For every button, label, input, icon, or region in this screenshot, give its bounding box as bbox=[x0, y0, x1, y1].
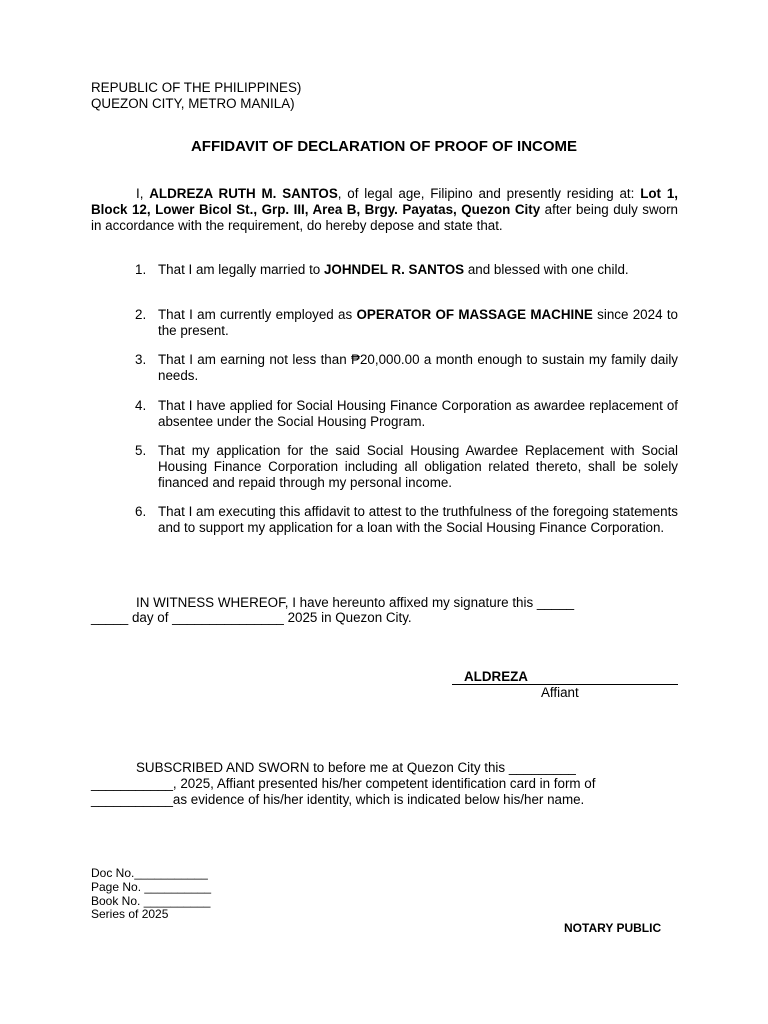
intro-text-1: I, bbox=[136, 186, 150, 201]
item-text bbox=[158, 262, 678, 278]
intro-text-2: , of legal age, Filipino and presently residing at: bbox=[337, 186, 641, 201]
item-text bbox=[158, 307, 678, 339]
subscribed-line-3: ___________as evidence of his/her identity, which is indicated below his/her name. bbox=[91, 792, 585, 807]
item-number: 6. bbox=[135, 504, 147, 519]
subscribed-line-2: ___________, 2025, Affiant presented his/her competent identification card in form of bbox=[91, 776, 596, 791]
doc-no: Doc No.___________ bbox=[91, 866, 208, 880]
affiant-name: ALDREZA RUTH M. SANTOS bbox=[149, 186, 338, 201]
header-line-1: REPUBLIC OF THE PHILIPPINES) bbox=[91, 80, 302, 95]
item-text-c: since 2024 to the present. bbox=[158, 307, 678, 338]
witness-line-2: _____ day of _______________ 2025 in Quezon City. bbox=[91, 610, 412, 625]
witness-line-1: IN WITNESS WHEREOF, I have hereunto affixed my signature this _____ bbox=[136, 595, 575, 610]
item-text bbox=[158, 443, 678, 491]
page-no: Page No. __________ bbox=[91, 880, 212, 894]
subscribed-line-1: SUBSCRIBED AND SWORN to before me at Quezon City this _________ bbox=[136, 760, 576, 775]
intro-paragraph bbox=[91, 186, 678, 234]
item-number: 2. bbox=[135, 307, 147, 322]
item-text-a: That I am currently employed as bbox=[158, 307, 357, 322]
item-text-a: That I have applied for Social Housing Finance Corporation as awardee replacement of absentee under the Social Housing Program. bbox=[158, 398, 678, 429]
item-text bbox=[158, 398, 678, 430]
signature-name: ALDREZA bbox=[464, 669, 528, 684]
item-text-a: That I am earning not less than ₱20,000.00 a month enough to sustain my family daily needs. bbox=[158, 352, 678, 383]
notary-public-label: NOTARY PUBLIC bbox=[564, 921, 662, 935]
item-text bbox=[158, 352, 678, 384]
item-number: 5. bbox=[135, 443, 147, 458]
item-text-bold: JOHNDEL R. SANTOS bbox=[323, 262, 465, 277]
header-line-2: QUEZON CITY, METRO MANILA) bbox=[91, 96, 295, 111]
address: Lot 1, Block 12, Lower Bicol St., Grp. III, Area B, Brgy. Payatas, Quezon City bbox=[91, 186, 678, 217]
item-text-c: and blessed with one child. bbox=[464, 262, 629, 277]
book-no: Book No. __________ bbox=[91, 894, 211, 908]
item-number: 3. bbox=[135, 352, 147, 367]
item-text-a: That I am legally married to bbox=[158, 262, 324, 277]
item-text-a: That I am executing this affidavit to attest to the truthfulness of the foregoing statements and to support my application for a loan with the Social Housing Finance Corporation. bbox=[158, 504, 678, 535]
intro-text-3: after being duly sworn in accordance with the requirement, do hereby depose and state that. bbox=[91, 202, 679, 233]
affiant-label: Affiant bbox=[541, 685, 579, 700]
item-number: 1. bbox=[135, 262, 147, 277]
series: Series of 2025 bbox=[91, 907, 169, 921]
document-title: AFFIDAVIT OF DECLARATION OF PROOF OF INCOME bbox=[190, 138, 578, 155]
item-text bbox=[158, 504, 678, 536]
signature-line bbox=[452, 669, 678, 685]
item-text-a: That my application for the said Social Housing Awardee Replacement with Social Housing Finance Corporation including all obligation related thereto, shall be solely financed and repaid through my personal income. bbox=[158, 443, 678, 490]
item-number: 4. bbox=[135, 398, 147, 413]
item-text-bold: OPERATOR OF MASSAGE MACHINE bbox=[356, 307, 593, 322]
